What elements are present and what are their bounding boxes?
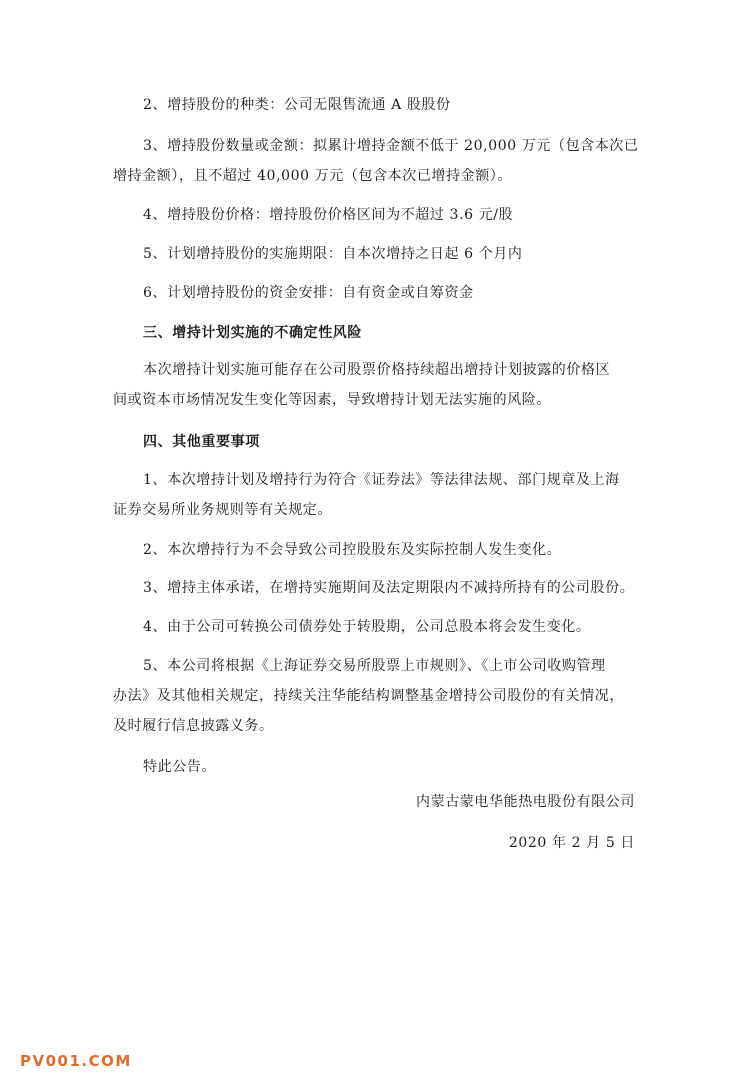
section-4-item-2 [113,535,663,565]
closing-text: 特此公告。 [143,759,216,775]
section-4-item-1 [113,465,663,525]
section-4-item-5 [113,651,663,741]
signature-date: 2020 年 2 月 5 日 [508,835,635,851]
item-line: 2、本次增持行为不会导致公司控股股东及实际控制人发生变化。 [143,542,562,558]
item-line: 增持金额），且不超过 40,000 万元（包含本次已增持金额）。 [113,168,513,184]
item-line: 3、增持股份数量或金额：拟累计增持金额不低于 20,000 万元（包含本次已 [143,138,639,154]
item-line: 4、由于公司可转换公司债券处于转股期，公司总股本将会发生变化。 [143,619,591,635]
body-line: 本次增持计划实施可能存在公司股票价格持续超出增持计划披露的价格区 [143,362,611,378]
item-line: 5、计划增持股份的实施期限：自本次增持之日起 6 个月内 [143,246,523,262]
section-3-body [113,355,663,415]
item-line: 6、计划增持股份的资金安排：自有资金或自筹资金 [143,285,474,301]
section-4-item-3 [113,573,663,603]
item-share-type [113,90,663,120]
signature-company: 内蒙古蒙电华能热电股份有限公司 [416,794,635,810]
watermark-logo: PV001.COM [20,1052,132,1070]
item-line: 4、增持股份价格：增持股份价格区间为不超过 3.6 元/股 [143,207,514,223]
item-line: 3、增持主体承诺，在增持实施期间及法定期限内不减持所持有的公司股份。 [143,580,635,596]
item-line: 及时履行信息披露义务。 [113,718,274,734]
section-4-heading: 四、其他重要事项 [143,434,260,450]
item-funding-source [113,278,663,308]
section-4-item-4 [113,612,663,642]
item-implementation-period [113,239,663,269]
item-share-amount [113,131,663,191]
item-line: 2、增持股份的种类：公司无限售流通 A 股股份 [143,97,451,113]
item-line: 办法》及其他相关规定，持续关注华能结构调整基金增持公司股份的有关情况， [113,688,624,704]
item-line: 证券交易所业务规则等有关规定。 [113,502,332,518]
body-line: 间或资本市场情况发生变化等因素，导致增持计划无法实施的风险。 [113,392,551,408]
section-3-heading: 三、增持计划实施的不确定性风险 [143,325,362,341]
item-share-price [113,200,663,230]
item-line: 5、本公司将根据《上海证券交易所股票上市规则》、《上市公司收购管理 [143,658,606,674]
item-line: 1、本次增持计划及增持行为符合《证券法》等法律法规、部门规章及上海 [143,472,620,488]
